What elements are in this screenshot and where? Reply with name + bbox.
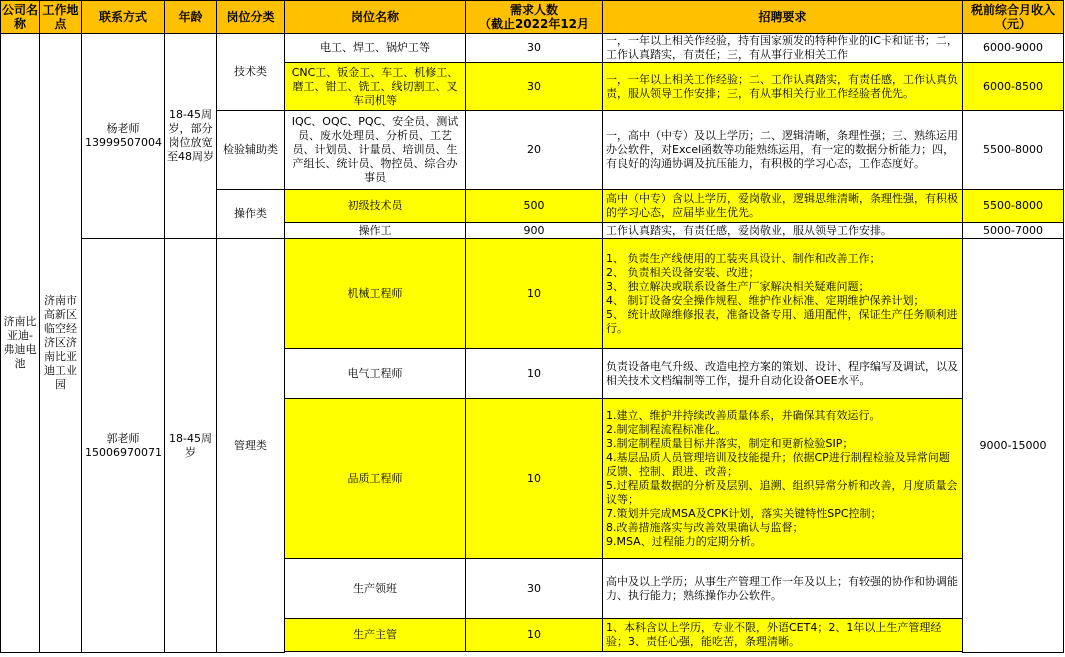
salary-cell: 5000-7000 [963, 223, 1064, 239]
table-row [1, 34, 1064, 63]
demand-cell: 30 [466, 34, 603, 63]
requirements-cell: 负责设备电气升级、改造电控方案的策划、设计、程序编写及调试，以及相关技术文档编制等工作，提升自动化设备OEE水平。 [603, 349, 963, 399]
requirements-cell: 高中及以上学历；从事生产管理工作一年及以上；有较强的协作和协调能力、执行能力；熟练操作办公软件。 [603, 559, 963, 619]
requirements-cell: 一，一年以上相关作经验，持有国家颁发的特种作业的IC卡和证书；二，工作认真踏实，有责任；三，有从事行业相关工作 [603, 34, 963, 63]
salary-cell: 6000-8500 [963, 63, 1064, 111]
salary-cell: 9000-15000 [963, 239, 1064, 653]
requirements-cell: 1.建立、维护并持续改善质量体系，并确保其有效运行。 2.制定制程流程标准化。 3.制定制程质量目标并落实，制定和更新检验SIP； 4.基层品质人员管理培训及技能提升；依据CP进行制程检验及异常问题反馈、控制、跟进、改善； 5.过程质量数据的分析及层别、追溯、组织异常分析和改善，月度质量会议等； 7.策划并完成MSA及CPK计划，落实关键特性SPC控制； 8.改善措施落实与改善效果确认与监督； 9.MSA、过程能力的定期分析。 [603, 399, 963, 559]
age-cell: 18-45周岁 [165, 239, 217, 653]
age-cell: 18-45周岁，部分岗位放宽至48周岁 [165, 34, 217, 239]
contact-cell: 杨老师 13999507004 [82, 34, 165, 239]
table-row [1, 239, 1064, 349]
position-cell: 电气工程师 [285, 349, 466, 399]
demand-cell: 10 [466, 349, 603, 399]
salary-cell: 6000-9000 [963, 34, 1064, 63]
demand-cell: 10 [466, 619, 603, 652]
header-age: 年龄 [165, 1, 217, 34]
requirements-cell: 1、 负责生产线使用的工装夹具设计、制作和改善工作； 2、 负责相关设备安装、改进； 3、 独立解决或联系设备生产厂家解决相关疑难问题； 4、 制订设备安全操作规程、维护作业标准、定期维护保养计划； 5、 统计故障维修报表，准备设备专用、通用配件，保证生产任务顺利进行。 [603, 239, 963, 349]
position-cell: 品质工程师 [285, 399, 466, 559]
demand-cell: 30 [466, 63, 603, 111]
header-contact: 联系方式 [82, 1, 165, 34]
category-cell: 检验辅助类 [217, 111, 285, 190]
header-location: 工作地点 [40, 1, 82, 34]
position-cell: 电工、焊工、锅炉工等 [285, 34, 466, 63]
position-cell: 生产主管 [285, 619, 466, 652]
location-cell: 济南市高新区临空经济区济南比亚迪工业园 [40, 34, 82, 653]
requirements-cell: 工作认真踏实，有责任感，爱岗敬业，服从领导工作安排。 [603, 223, 963, 239]
demand-cell: 500 [466, 190, 603, 223]
requirements-cell: 高中（中专）含以上学历，爱岗敬业，逻辑思维清晰，条理性强，有积极的学习心态，应届毕业生优先。 [603, 190, 963, 223]
category-cell: 管理类 [217, 239, 285, 653]
position-cell: 操作工 [285, 223, 466, 239]
position-cell: CNC工、钣金工、车工、机修工、磨工、钳工、铣工、线切割工、叉车司机等 [285, 63, 466, 111]
position-cell: IQC、OQC、PQC、安全员、测试员、废水处理员、分析员、工艺员、计划员、计量员、培训员、生产组长、统计员、物控员、综合办事员 [285, 111, 466, 190]
demand-cell: 30 [466, 559, 603, 619]
company-cell: 济南比亚迪-弗迪电池 [1, 34, 40, 653]
demand-cell: 900 [466, 223, 603, 239]
header-demand: 需求人数 （截止2022年12月 [466, 1, 603, 34]
header-row [1, 1, 1064, 34]
requirements-cell: 1、本科含以上学历，专业不限，外语CET4；2、1年以上生产管理经验；3、责任心强，能吃苦，条理清晰。 [603, 619, 963, 652]
position-cell: 机械工程师 [285, 239, 466, 349]
position-cell: 初级技术员 [285, 190, 466, 223]
demand-cell: 10 [466, 399, 603, 559]
header-requirements: 招聘要求 [603, 1, 963, 34]
salary-cell: 5500-8000 [963, 190, 1064, 223]
header-salary: 税前综合月收入（元） [963, 1, 1064, 34]
position-cell: 生产领班 [285, 559, 466, 619]
header-company: 公司名称 [1, 1, 40, 34]
header-category: 岗位分类 [217, 1, 285, 34]
contact-cell: 郭老师 15006970071 [82, 239, 165, 653]
header-position: 岗位名称 [285, 1, 466, 34]
salary-cell: 5500-8000 [963, 111, 1064, 190]
requirements-cell: 一，高中（中专）及以上学历；二、逻辑清晰，条理性强；三、熟练运用办公软件，对Excel函数等功能熟练运用，有一定的数据分析能力；四，有良好的沟通协调及抗压能力，有积极的学习心态，工作态度好。 [603, 111, 963, 190]
demand-cell: 10 [466, 239, 603, 349]
category-cell: 操作类 [217, 190, 285, 239]
requirements-cell: 一，一年以上相关工作经验；二、工作认真踏实，有责任感，工作认真负责，服从领导工作安排；三，有从事相关行业工作经验者优先。 [603, 63, 963, 111]
demand-cell: 20 [466, 111, 603, 190]
category-cell: 技术类 [217, 34, 285, 111]
